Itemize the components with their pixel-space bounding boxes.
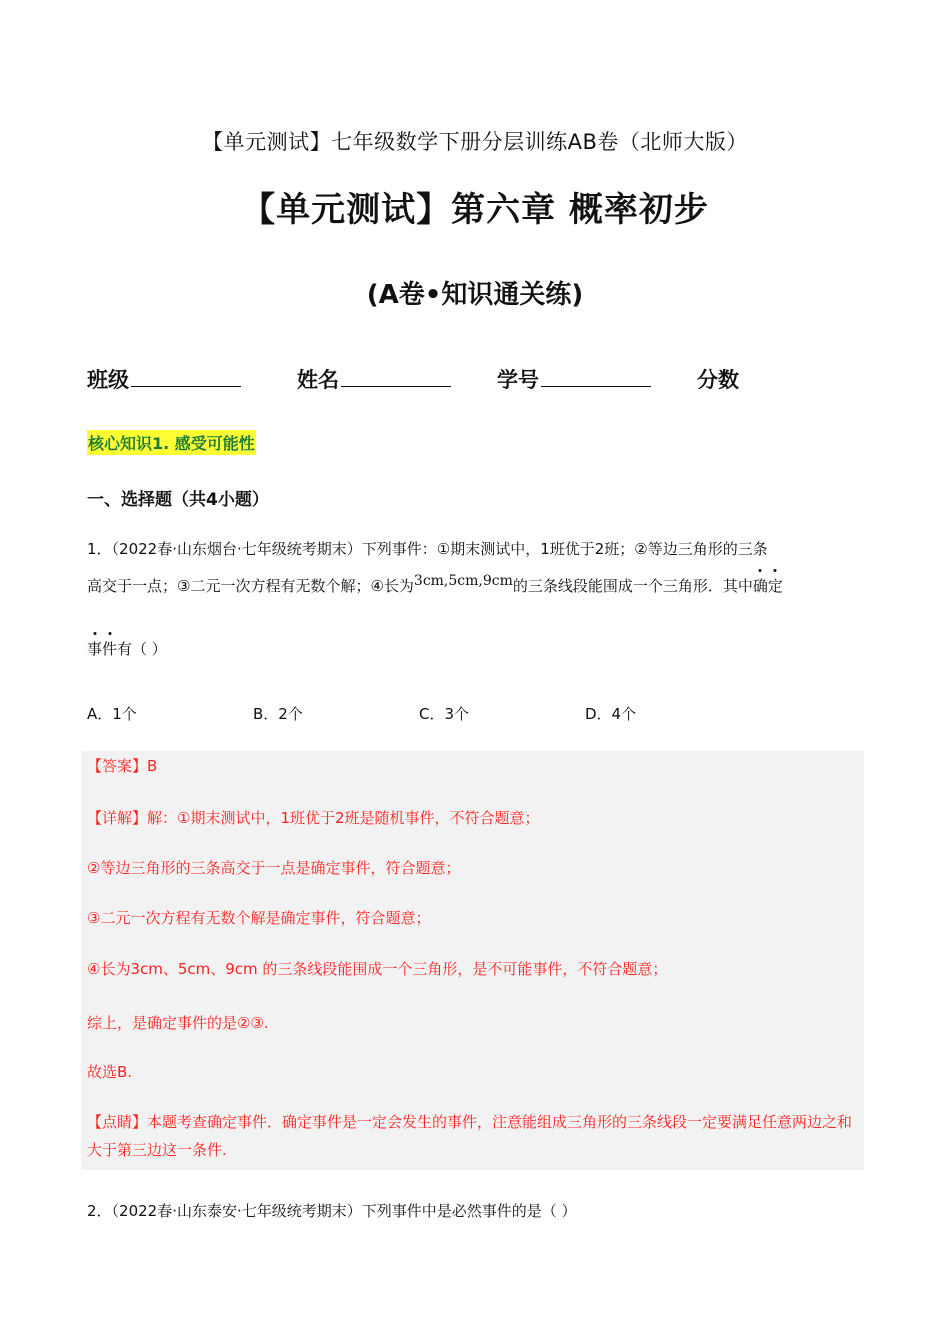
score-label: 分数: [697, 368, 739, 392]
detail-line-1: 【详解】解：①期末测试中，1班优于2班是随机事件，不符合题意；: [87, 809, 540, 827]
option-d: D．4个: [585, 705, 637, 723]
student-info-row: [87, 364, 739, 394]
sub-title: (A卷•知识通关练): [366, 280, 584, 310]
question-1-line-2-suffix: 的三条线段能围成一个三角形．其中: [512, 577, 753, 595]
question-1-options: [87, 703, 751, 724]
detail-line-6: 故选B.: [87, 1063, 133, 1081]
main-title: 【单元测试】第六章 概率初步: [241, 190, 709, 230]
emphasis-char: 事: [87, 640, 103, 658]
option-c: C．3个: [419, 705, 470, 723]
class-label: 班级: [87, 368, 129, 392]
question-2: 2．（2022春·山东泰安·七年级统考期末）下列事件中是必然事件的是（ ）: [87, 1202, 577, 1220]
series-title: 【单元测试】七年级数学下册分层训练AB卷（北师大版）: [202, 130, 748, 154]
section-heading: 一、选择题（共4小题）: [87, 490, 269, 510]
name-label: 姓名: [297, 368, 339, 392]
emphasis-char: 件: [102, 640, 118, 658]
emphasis-char: 定: [767, 577, 783, 595]
answer-line: 【答案】B: [87, 757, 158, 775]
question-1-formula: 3cm,5cm,9cm: [413, 573, 513, 589]
question-1-line-3-suffix: 有（ ）: [117, 640, 167, 658]
question-1-line-3: [87, 638, 167, 659]
question-1-line-2: [87, 575, 862, 596]
class-field: [87, 364, 241, 394]
name-blank: [341, 366, 451, 387]
name-field: [297, 364, 451, 394]
detail-line-5: 综上，是确定事件的是②③.: [87, 1014, 269, 1032]
option-a: A．1个: [87, 705, 137, 723]
number-field: [497, 364, 651, 394]
detail-line-4: ④长为3cm、5cm、9cm 的三条线段能围成一个三角形，是不可能事件，不符合题意；: [87, 960, 668, 978]
comment-line: 【点睛】本题考查确定事件．确定事件是一定会发生的事件，注意能组成三角形的三条线段一定要满足任意两边之和大于第三边这一条件.: [87, 1113, 853, 1159]
score-field: [697, 364, 739, 394]
detail-line-3: ③二元一次方程有无数个解是确定事件，符合题意；: [87, 909, 431, 927]
question-1-line-1: 1．（2022春·山东烟台·七年级统考期末）下列事件：①期末测试中，1班优于2班；②等边三角形的三条: [87, 540, 768, 558]
number-blank: [541, 366, 651, 387]
number-label: 学号: [497, 368, 539, 392]
option-b: B．2个: [253, 705, 303, 723]
question-1-line-2-prefix: 高交于一点；③二元一次方程有无数个解；④长为: [87, 577, 414, 595]
section-label: 核心知识1. 感受可能性: [87, 430, 256, 455]
class-blank: [131, 366, 241, 387]
detail-line-2: ②等边三角形的三条高交于一点是确定事件，符合题意；: [87, 859, 461, 877]
emphasis-char: 确: [752, 577, 768, 595]
